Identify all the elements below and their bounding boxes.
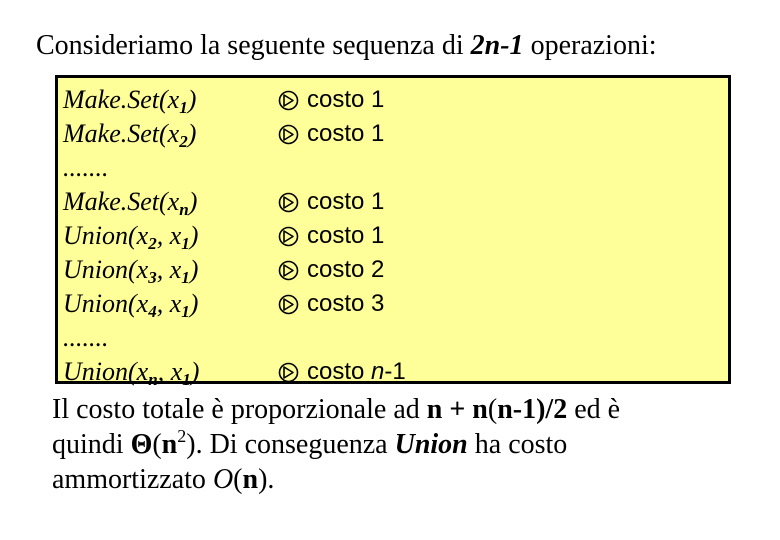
argument-subscript: n [148,370,158,389]
operation-row [58,287,728,321]
operation-name: Make.Set( [63,85,168,114]
operation-row [58,253,728,287]
argument-variable: x [169,255,182,284]
argument-subscript: 1 [179,98,188,117]
conclusion-text: ha costo [467,429,568,460]
operation-close: ) [187,119,197,148]
conclusion-text: ). Di conseguenza [186,429,395,460]
argument-variable: x [136,289,149,318]
cost-value: 1 [371,120,385,147]
operation-cost [278,355,406,389]
argument-subscript: n [179,200,189,219]
conclusion-text: ( [152,429,162,460]
cost-value: 1 [371,188,385,215]
operation-row [58,355,728,389]
operation-expression [63,151,109,185]
cost-label: costo [307,358,365,385]
operation-name: Union( [63,221,137,250]
cost-value: -1 [384,358,406,385]
operation-cost [278,117,384,151]
cost-label: costo [307,290,365,317]
slide-title [36,32,657,60]
operation-expression [63,83,196,117]
argument-subscript: 4 [148,302,157,321]
operation-close: ) [188,187,198,216]
operation-expression [63,253,198,287]
operation-name: Union( [63,289,137,318]
operation-name: ....... [63,153,109,182]
arrow-bullet-icon [278,117,300,151]
argument-variable: x [167,119,180,148]
operation-expression [63,185,197,219]
conclusion-text: ammortizzato [52,464,213,495]
cost-label: costo [307,188,365,215]
operation-row [58,83,728,117]
operation-cost [278,253,384,287]
operation-expression [63,355,199,389]
argument-variable: x [136,255,149,284]
argument-subscript: 1 [182,370,191,389]
conclusion-text: ( [487,394,498,425]
conclusion-math: n [242,464,259,495]
operation-cost [278,219,384,253]
cost-value-variable: n [371,358,385,385]
conclusion-text: ed è [567,394,621,425]
operation-expression [63,321,109,355]
arrow-bullet-icon [278,219,300,253]
argument-variable: x [136,221,149,250]
cost-value: 1 [371,222,385,249]
conclusion-text: quindi [52,429,131,460]
arrow-bullet-icon [278,355,300,389]
operation-row [58,219,728,253]
operation-row [58,185,728,219]
operations-box [55,75,731,389]
operation-close: ) [189,255,199,284]
operation-row [58,151,728,185]
argument-separator: , [156,221,170,250]
argument-subscript: 3 [148,268,157,287]
conclusion-text: ( [233,464,243,495]
title-pre: Consideriamo la seguente sequenza di [36,30,471,61]
cost-value: 3 [371,290,385,317]
operation-name: Union( [63,357,137,386]
operation-close: ) [189,221,199,250]
operation-name: ....... [63,323,109,352]
argument-separator: , [156,289,170,318]
argument-subscript: 1 [181,268,190,287]
cost-value: 2 [371,256,385,283]
conclusion-exponent: 2 [177,426,187,446]
operation-expression [63,219,198,253]
operation-cost [278,287,384,321]
operation-close: ) [190,357,200,386]
conclusion-text: ). [258,464,275,495]
argument-variable: x [167,187,180,216]
conclusion-paragraph [52,392,752,497]
operation-row [58,321,728,355]
arrow-bullet-icon [278,287,300,321]
argument-variable: x [169,221,182,250]
operation-expression [63,117,196,151]
conclusion-math: n [497,394,513,425]
arrow-bullet-icon [278,83,300,117]
argument-variable: x [136,357,149,386]
operation-cost [278,185,384,219]
cost-label: costo [307,86,365,113]
big-o-word: O [212,464,234,495]
conclusion-math: n + n [426,394,488,425]
theta-symbol: Θ [130,429,153,460]
title-post: operazioni: [523,30,657,61]
argument-subscript: 2 [179,132,188,151]
cost-label: costo [307,120,365,147]
cost-label: costo [307,222,365,249]
union-word: Union [394,429,468,460]
operation-close: ) [187,85,197,114]
cost-value: 1 [371,86,385,113]
title-emph: 2n-1 [470,30,524,61]
conclusion-text: Il costo totale è proporzionale ad [52,394,427,425]
operation-name: Make.Set( [63,187,168,216]
argument-subscript: 1 [181,302,190,321]
operation-name: Make.Set( [63,119,168,148]
argument-separator: , [157,357,171,386]
cost-label: costo [307,256,365,283]
argument-separator: , [156,255,170,284]
argument-subscript: 1 [181,234,190,253]
argument-subscript: 2 [148,234,157,253]
conclusion-math: n [161,429,178,460]
operation-cost [278,83,384,117]
arrow-bullet-icon [278,185,300,219]
operation-row [58,117,728,151]
argument-variable: x [167,85,180,114]
arrow-bullet-icon [278,253,300,287]
argument-variable: x [169,289,182,318]
operation-expression [63,287,198,321]
argument-variable: x [170,357,183,386]
conclusion-math: -1)/2 [512,394,568,425]
operation-close: ) [189,289,199,318]
operation-name: Union( [63,255,137,284]
